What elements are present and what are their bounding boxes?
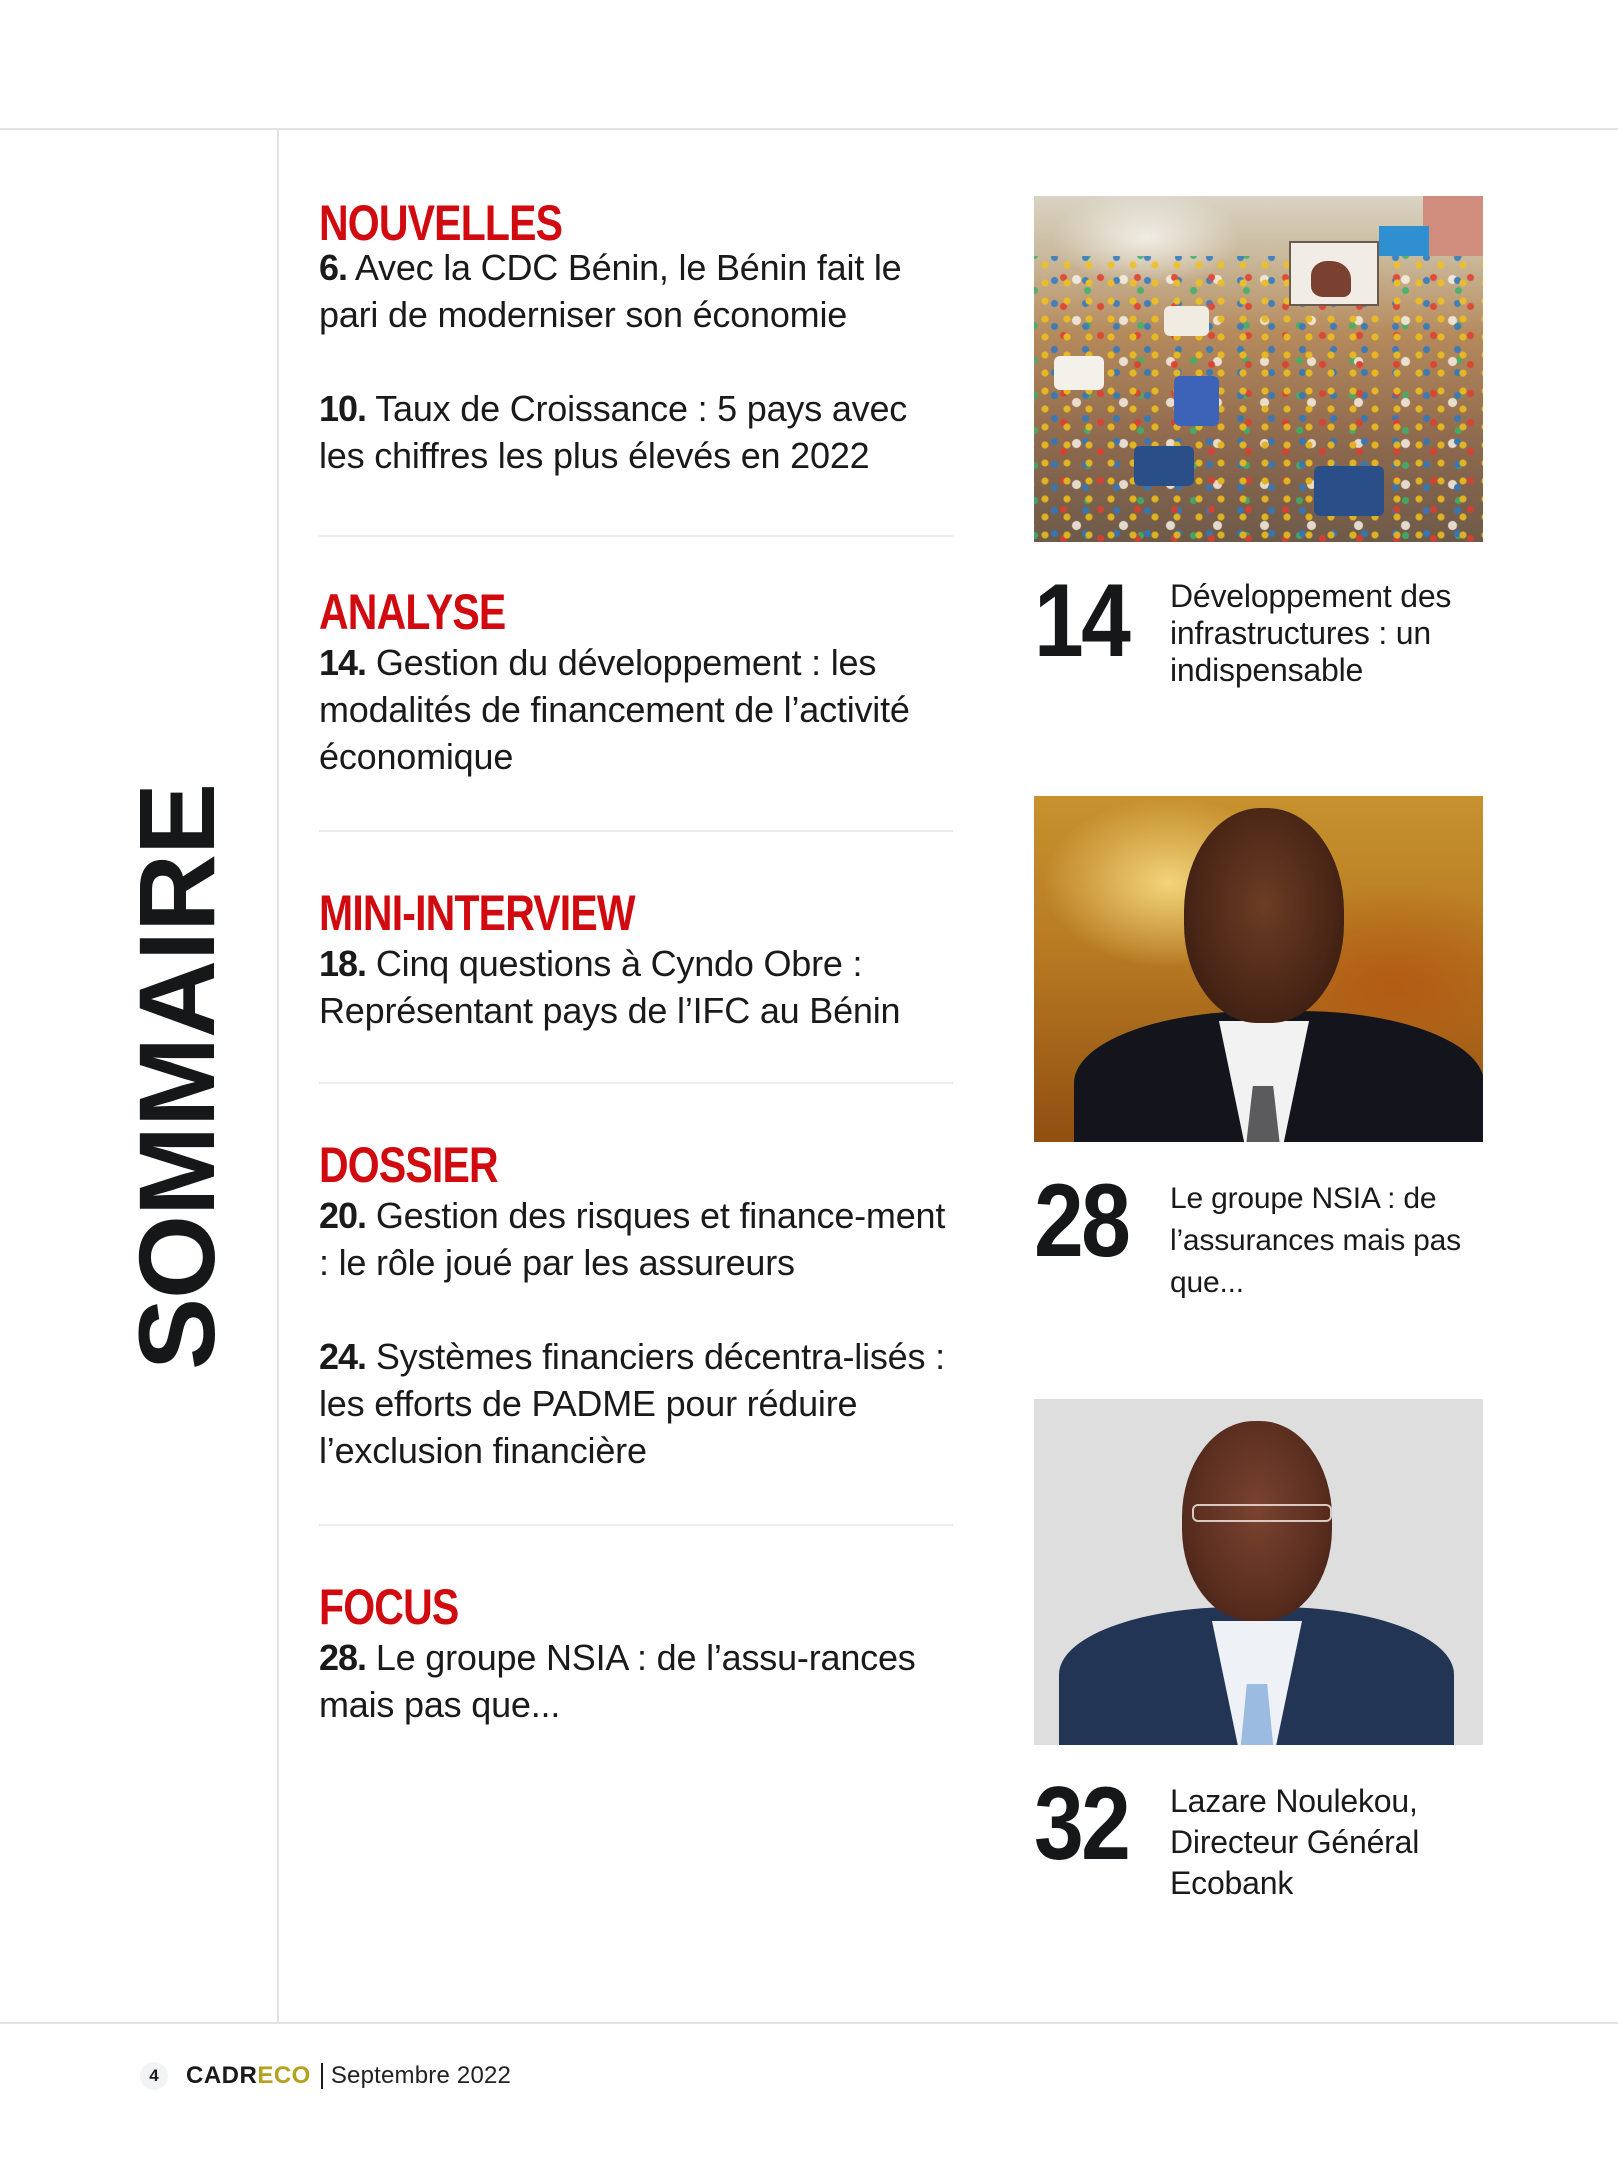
entry-page-number: 20. (319, 1195, 367, 1236)
entry-page-number: 28. (319, 1637, 367, 1678)
section-title: NOUVELLES (319, 195, 563, 251)
entry-text: Systèmes financiers décentra-lisés : les efforts de PADME pour réduire l’exclusion financière (319, 1336, 945, 1471)
glasses-shape (1192, 1504, 1332, 1522)
entry-page-number: 14. (319, 642, 367, 683)
toc-entry[interactable] (319, 1634, 953, 1728)
brand-part-1: CADR (186, 2062, 258, 2089)
vertical-rule (277, 129, 279, 2023)
brand-logo (186, 2062, 311, 2090)
feature-page-number: 14 (1034, 563, 1129, 679)
entry-text: Avec la CDC Bénin, le Bénin fait le pari de moderniser son économie (319, 247, 902, 335)
page-footer (140, 2062, 511, 2090)
car-shape (1134, 446, 1194, 486)
section-analyse (319, 537, 953, 832)
feature-caption (1034, 1163, 1483, 1304)
toc-entry[interactable] (319, 1192, 953, 1286)
feature-32[interactable] (1034, 1399, 1483, 1904)
feature-caption-text: Lazare Noulekou, Directeur Général Ecobank (1170, 1783, 1420, 1901)
building-shape (1423, 196, 1483, 256)
feature-caption-text: Développement des infrastructures : un indispensable (1170, 578, 1452, 688)
section-title: DOSSIER (319, 1137, 498, 1193)
toc-entry[interactable] (319, 639, 953, 780)
toc-entry[interactable] (319, 940, 953, 1034)
top-rule (0, 128, 1618, 130)
toc-entry[interactable] (319, 1333, 953, 1474)
section-title: FOCUS (319, 1579, 459, 1635)
sommaire-vertical-title: SOMMAIRE (116, 784, 237, 1370)
car-shape (1054, 356, 1104, 390)
entry-page-number: 18. (319, 943, 367, 984)
table-of-contents (319, 196, 953, 1728)
billboard-shape (1289, 241, 1379, 306)
toc-entry[interactable] (319, 244, 953, 338)
feature-caption (1034, 1766, 1483, 1904)
portrait-golden-background (1034, 796, 1483, 1142)
feature-28[interactable] (1034, 796, 1483, 1304)
car-shape (1314, 466, 1384, 516)
section-nouvelles (319, 196, 953, 537)
entry-text: Cinq questions à Cyndo Obre : Représentant pays de l’IFC au Bénin (319, 943, 901, 1031)
feature-14[interactable] (1034, 196, 1483, 689)
page-number-badge: 4 (140, 2062, 168, 2090)
entry-text: Gestion du développement : les modalités de financement de l’activité économique (319, 642, 910, 777)
entry-text: Taux de Croissance : 5 pays avec les chiffres les plus élevés en 2022 (319, 388, 908, 476)
section-mini-interview (319, 832, 953, 1084)
entry-text: Le groupe NSIA : de l’assu-rances mais pas que... (319, 1637, 916, 1725)
portrait-grey-background (1034, 1399, 1483, 1745)
building-shape (1379, 226, 1429, 256)
street-market-photo (1034, 196, 1483, 542)
feature-caption (1034, 563, 1483, 689)
section-title: ANALYSE (319, 584, 506, 640)
feature-page-number: 28 (1034, 1163, 1129, 1279)
crowd-texture (1034, 256, 1483, 542)
car-shape (1174, 376, 1219, 426)
entry-page-number: 10. (319, 388, 367, 429)
entry-text: Gestion des risques et finance-ment : le rôle joué par les assureurs (319, 1195, 946, 1283)
footer-divider (321, 2063, 323, 2089)
head-shape (1184, 808, 1344, 1023)
feature-page-number: 32 (1034, 1766, 1129, 1882)
section-title: MINI-INTERVIEW (319, 885, 635, 941)
feature-caption-text: Le groupe NSIA : de l’assurances mais pas que... (1170, 1182, 1461, 1299)
entry-page-number: 6. (319, 247, 348, 288)
brand-part-2: ECO (257, 2062, 311, 2089)
entry-page-number: 24. (319, 1336, 367, 1377)
section-focus (319, 1526, 953, 1728)
toc-entry[interactable] (319, 385, 953, 479)
car-shape (1164, 306, 1209, 336)
section-dossier (319, 1084, 953, 1526)
bottom-rule (0, 2022, 1618, 2024)
issue-date: Septembre 2022 (330, 2062, 512, 2089)
